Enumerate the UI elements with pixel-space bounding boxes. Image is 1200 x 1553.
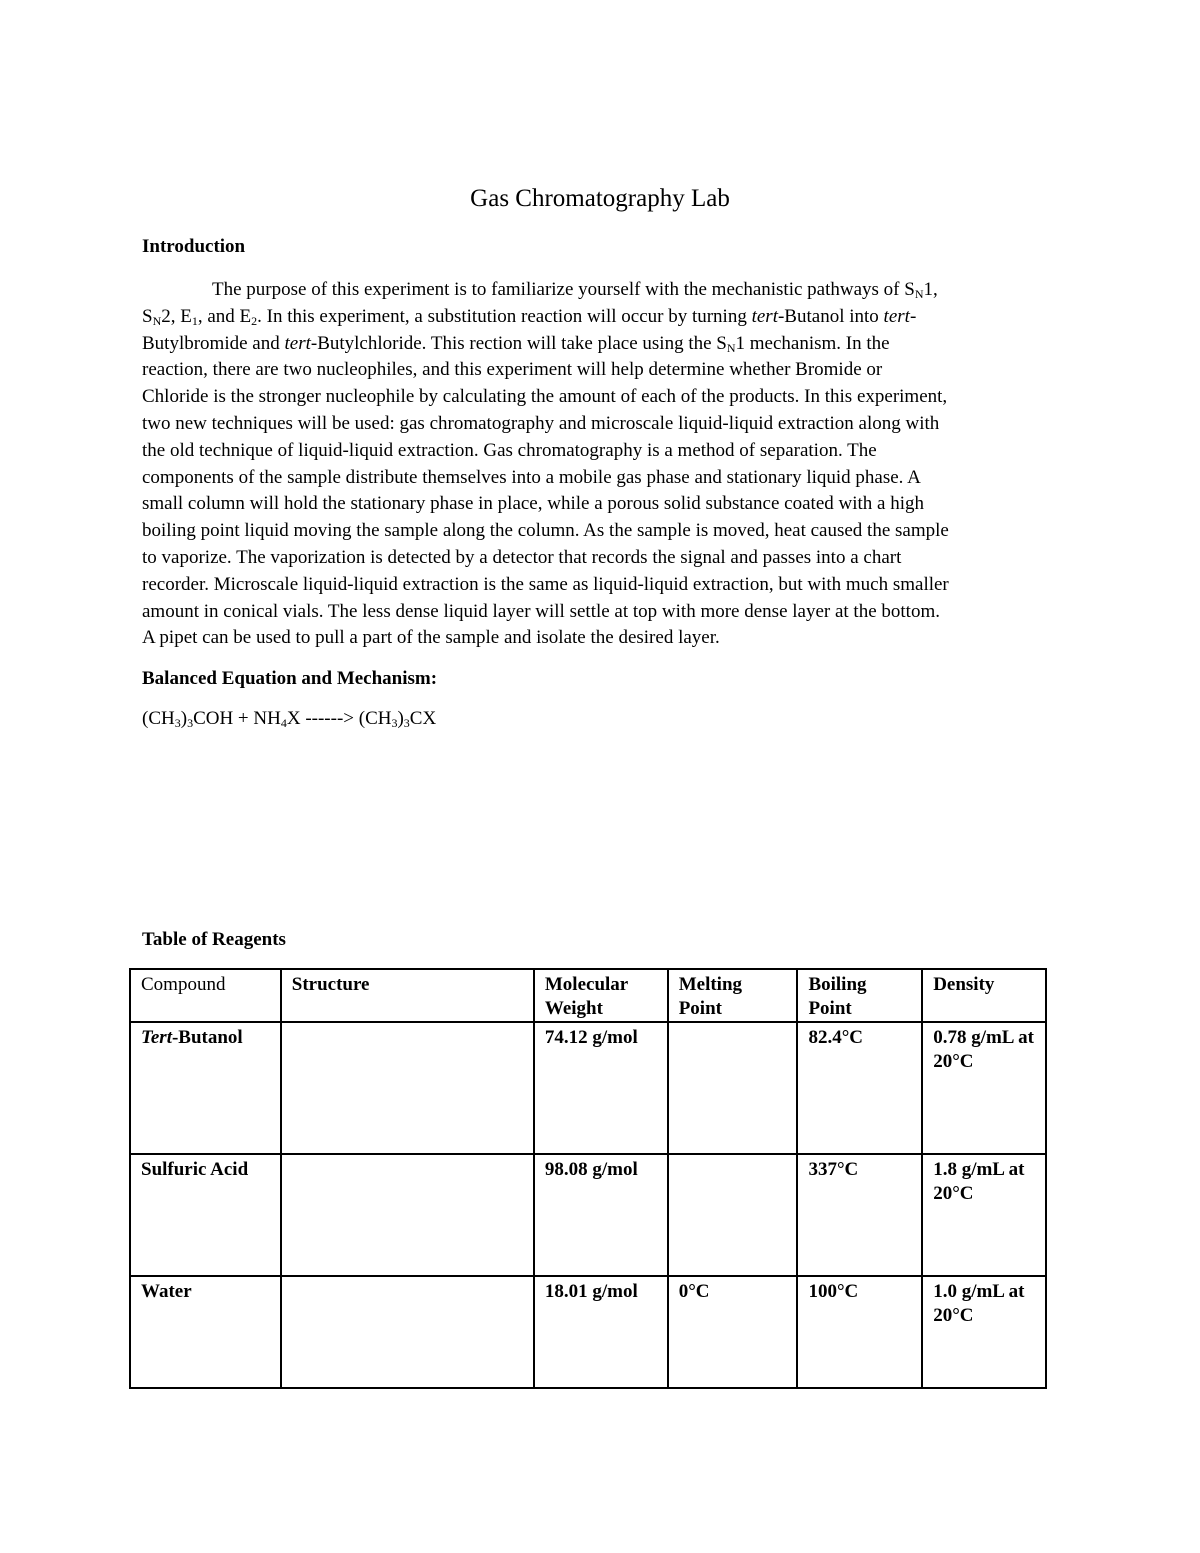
intro-line-11: to vaporize. The vaporization is detected by a detector that records the signal and passes into a chart: [142, 546, 902, 568]
cell-melting-point: [668, 1022, 798, 1154]
cell-structure: [281, 1154, 534, 1276]
header-density: Density: [922, 969, 1046, 1022]
header-boiling-point: Boiling Point: [797, 969, 922, 1022]
intro-line-6: two new techniques will be used: gas chromatography and microscale liquid-liquid extraction along with: [142, 412, 940, 434]
cell-density: 1.0 g/mL at 20°C: [922, 1276, 1046, 1388]
cell-compound: Tert-Butanol: [130, 1022, 281, 1154]
intro-line-1: The purpose of this experiment is to familiarize yourself with the mechanistic pathways of $S_N1$,: [212, 279, 938, 301]
balanced-equation: $(CH_3)_3COH + NH_4X$ ------> $(CH_3)_3CX$: [142, 708, 437, 730]
intro-line-2: $S_N2$, $E_1$, and $E_2$. In this experiment, a substitution reaction will occur by turning tert-Butanol into tert-: [142, 305, 917, 328]
cell-density: 1.8 g/mL at 20°C: [922, 1154, 1046, 1276]
cell-boiling-point: 82.4°C: [797, 1022, 922, 1154]
cell-structure: [281, 1022, 534, 1154]
reagents-table: [129, 968, 1047, 1389]
intro-line-3: Butylbromide and tert-Butylchloride. This rection will take place using the $S_N1$ mechanism. In the: [142, 332, 890, 355]
cell-melting-point: [668, 1154, 798, 1276]
header-compound: Compound: [130, 969, 281, 1022]
header-structure: Structure: [281, 969, 534, 1022]
cell-molecular-weight: 74.12 g/mol: [534, 1022, 668, 1154]
cell-compound: Water: [130, 1276, 281, 1388]
intro-line-12: recorder. Microscale liquid-liquid extraction is the same as liquid-liquid extraction, but with much smaller: [142, 573, 949, 595]
cell-boiling-point: 100°C: [797, 1276, 922, 1388]
cell-compound: Sulfuric Acid: [130, 1154, 281, 1276]
cell-structure: [281, 1276, 534, 1388]
reagents-heading: Table of Reagents: [142, 929, 286, 950]
table-row: [130, 1154, 1046, 1276]
page-title: Gas Chromatography Lab: [470, 185, 730, 212]
introduction-heading: Introduction: [142, 236, 246, 257]
cell-boiling-point: 337°C: [797, 1154, 922, 1276]
cell-molecular-weight: 98.08 g/mol: [534, 1154, 668, 1276]
intro-line-13: amount in conical vials. The less dense liquid layer will settle at top with more dense layer at the bottom.: [142, 600, 940, 622]
intro-line-5: Chloride is the stronger nucleophile by calculating the amount of each of the products. In this experiment,: [142, 386, 948, 408]
table-row: [130, 1276, 1046, 1388]
header-molecular-weight: Molecular Weight: [534, 969, 668, 1022]
cell-density: 0.78 g/mL at 20°C: [922, 1022, 1046, 1154]
intro-line-14: A pipet can be used to pull a part of the sample and isolate the desired layer.: [142, 627, 720, 649]
introduction-paragraph: [142, 277, 1062, 652]
equation-heading: Balanced Equation and Mechanism:: [142, 668, 438, 689]
intro-line-10: boiling point liquid moving the sample along the column. As the sample is moved, heat caused the sample: [142, 520, 949, 542]
cell-molecular-weight: 18.01 g/mol: [534, 1276, 668, 1388]
intro-line-4: reaction, there are two nucleophiles, and this experiment will help determine whether Bromide or: [142, 359, 883, 381]
header-melting-point: Melting Point: [668, 969, 798, 1022]
table-row: [130, 1022, 1046, 1154]
intro-line-7: the old technique of liquid-liquid extraction. Gas chromatography is a method of separation. The: [142, 439, 877, 461]
cell-melting-point: 0°C: [668, 1276, 798, 1388]
table-header-row: [130, 969, 1046, 1022]
intro-line-9: small column will hold the stationary phase in place, while a porous solid substance coated with a high: [142, 493, 924, 515]
intro-line-8: components of the sample distribute themselves into a mobile gas phase and stationary liquid phase. A: [142, 466, 921, 488]
